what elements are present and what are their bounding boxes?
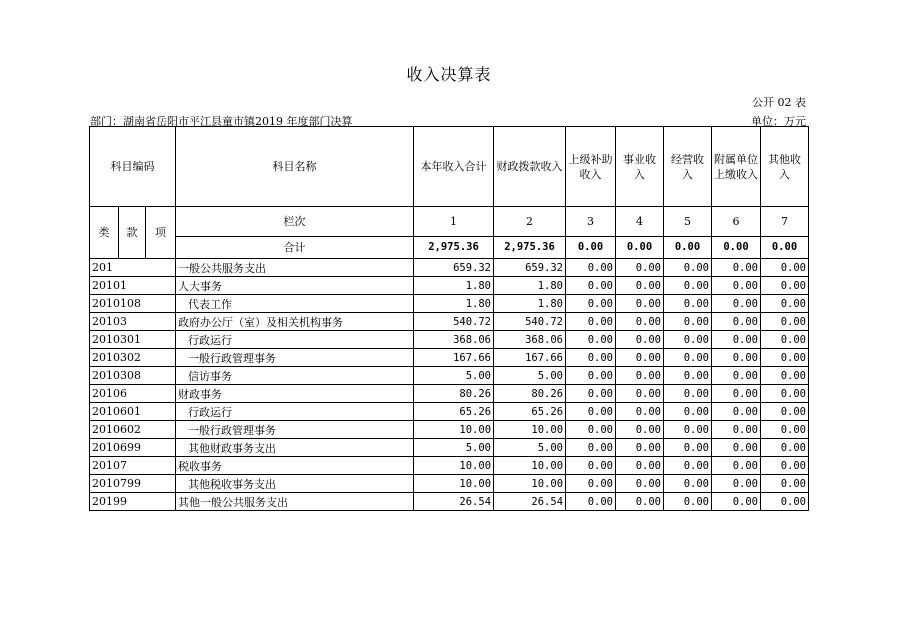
subject-name: 一般行政管理事务: [176, 349, 414, 367]
header-operating: 经营收入: [664, 127, 712, 207]
page-title: 收入决算表: [406, 65, 492, 84]
amount-cell: 65.26: [494, 403, 566, 421]
amount-cell: 5.00: [494, 439, 566, 457]
amount-cell: 0.00: [566, 295, 616, 313]
header-name: 科目名称: [176, 127, 414, 207]
col-num: 6: [712, 207, 761, 237]
amount-cell: 0.00: [566, 439, 616, 457]
amount-cell: 0.00: [761, 457, 809, 475]
amount-cell: 0.00: [712, 259, 761, 277]
col-num: 1: [414, 207, 494, 237]
amount-cell: 0.00: [566, 385, 616, 403]
amount-cell: 368.06: [494, 331, 566, 349]
amount-cell: 0.00: [616, 295, 664, 313]
subject-name: 代表工作: [176, 295, 414, 313]
department-label: 部门：湖南省岳阳市平江县童市镇2019 年度部门决算: [90, 115, 353, 128]
amount-cell: 540.72: [494, 313, 566, 331]
subject-name: 行政运行: [176, 403, 414, 421]
amount-cell: 0.00: [616, 331, 664, 349]
amount-cell: 0.00: [761, 331, 809, 349]
amount-cell: 0.00: [566, 259, 616, 277]
amount-cell: 1.80: [414, 295, 494, 313]
amount-cell: 0.00: [566, 367, 616, 385]
table-row: [90, 493, 809, 511]
amount-cell: 10.00: [494, 421, 566, 439]
amount-cell: 0.00: [616, 385, 664, 403]
amount-cell: 0.00: [566, 349, 616, 367]
col-num: 2: [494, 207, 566, 237]
amount-cell: 0.00: [616, 367, 664, 385]
amount-cell: 0.00: [664, 403, 712, 421]
subject-code: 20107: [90, 457, 176, 475]
amount-cell: 10.00: [414, 457, 494, 475]
amount-cell: 0.00: [761, 259, 809, 277]
header-superior: 上级补助收入: [566, 127, 616, 207]
amount-cell: 0.00: [761, 313, 809, 331]
amount-cell: 10.00: [494, 475, 566, 493]
amount-cell: 0.00: [712, 367, 761, 385]
amount-cell: 0.00: [616, 313, 664, 331]
amount-cell: 0.00: [664, 385, 712, 403]
total-value: 0.00: [616, 237, 664, 259]
amount-cell: 0.00: [616, 259, 664, 277]
amount-cell: 0.00: [712, 475, 761, 493]
total-value: 2,975.36: [414, 237, 494, 259]
amount-cell: 0.00: [664, 475, 712, 493]
subject-code: 2010301: [90, 331, 176, 349]
subject-name: 人大事务: [176, 277, 414, 295]
total-value: 0.00: [712, 237, 761, 259]
subject-name: 政府办公厅（室）及相关机构事务: [176, 313, 414, 331]
amount-cell: 0.00: [761, 349, 809, 367]
total-value: 0.00: [761, 237, 809, 259]
amount-cell: 0.00: [664, 493, 712, 511]
amount-cell: 0.00: [712, 457, 761, 475]
total-value: 0.00: [664, 237, 712, 259]
amount-cell: 1.80: [494, 295, 566, 313]
amount-cell: 0.00: [712, 439, 761, 457]
amount-cell: 0.00: [712, 277, 761, 295]
amount-cell: 0.00: [712, 313, 761, 331]
amount-cell: 0.00: [566, 421, 616, 439]
amount-cell: 0.00: [712, 403, 761, 421]
total-value: 2,975.36: [494, 237, 566, 259]
subject-code: 2010799: [90, 475, 176, 493]
amount-cell: 0.00: [712, 349, 761, 367]
amount-cell: 10.00: [494, 457, 566, 475]
unit-label: 单位：万元: [751, 115, 806, 128]
amount-cell: 0.00: [664, 457, 712, 475]
amount-cell: 0.00: [616, 403, 664, 421]
amount-cell: 1.80: [414, 277, 494, 295]
subject-name: 一般行政管理事务: [176, 421, 414, 439]
subject-name: 一般公共服务支出: [176, 259, 414, 277]
subject-code: 2010601: [90, 403, 176, 421]
header-code: 科目编码: [90, 127, 176, 207]
amount-cell: 5.00: [414, 439, 494, 457]
total-value: 0.00: [566, 237, 616, 259]
amount-cell: 26.54: [494, 493, 566, 511]
amount-cell: 0.00: [761, 403, 809, 421]
amount-cell: 167.66: [414, 349, 494, 367]
table-row: [90, 475, 809, 493]
header-total: 本年收入合计: [414, 127, 494, 207]
amount-cell: 0.00: [761, 295, 809, 313]
header-fiscal: 财政拨款收入: [494, 127, 566, 207]
amount-cell: 5.00: [494, 367, 566, 385]
subject-code: 20101: [90, 277, 176, 295]
column-row-label: 栏次: [176, 207, 414, 237]
total-label: 合计: [176, 237, 414, 259]
form-number: 公开 02 表: [752, 96, 806, 109]
amount-cell: 26.54: [414, 493, 494, 511]
amount-cell: 10.00: [414, 421, 494, 439]
amount-cell: 80.26: [414, 385, 494, 403]
amount-cell: 0.00: [664, 331, 712, 349]
amount-cell: 368.06: [414, 331, 494, 349]
amount-cell: 0.00: [761, 439, 809, 457]
table-row: [90, 457, 809, 475]
amount-cell: 0.00: [664, 277, 712, 295]
amount-cell: 0.00: [664, 439, 712, 457]
header-affiliated: 附属单位上缴收入: [712, 127, 761, 207]
subject-name: 其他税收事务支出: [176, 475, 414, 493]
table-row: [90, 259, 809, 277]
table-row: [90, 421, 809, 439]
amount-cell: 0.00: [616, 439, 664, 457]
subject-code: 2010302: [90, 349, 176, 367]
amount-cell: 0.00: [664, 349, 712, 367]
col-num: 7: [761, 207, 809, 237]
subject-code: 2010108: [90, 295, 176, 313]
amount-cell: 0.00: [566, 331, 616, 349]
table-row: [90, 349, 809, 367]
amount-cell: 659.32: [494, 259, 566, 277]
amount-cell: 80.26: [494, 385, 566, 403]
amount-cell: 0.00: [616, 349, 664, 367]
subject-name: 行政运行: [176, 331, 414, 349]
table-row: [90, 331, 809, 349]
amount-cell: 0.00: [566, 313, 616, 331]
amount-cell: 0.00: [761, 277, 809, 295]
amount-cell: 0.00: [761, 385, 809, 403]
subject-name: 其他财政事务支出: [176, 439, 414, 457]
amount-cell: 167.66: [494, 349, 566, 367]
table-row: [90, 367, 809, 385]
header-lei: 类: [90, 207, 119, 259]
amount-cell: 1.80: [494, 277, 566, 295]
income-table: [89, 126, 809, 511]
table-row: [90, 277, 809, 295]
amount-cell: 0.00: [566, 403, 616, 421]
amount-cell: 0.00: [664, 295, 712, 313]
subject-code: 2010602: [90, 421, 176, 439]
col-num: 3: [566, 207, 616, 237]
table-row: [90, 295, 809, 313]
table-row: [90, 403, 809, 421]
amount-cell: 0.00: [761, 421, 809, 439]
subject-name: 财政事务: [176, 385, 414, 403]
table-row: [90, 439, 809, 457]
amount-cell: 0.00: [761, 475, 809, 493]
amount-cell: 65.26: [414, 403, 494, 421]
amount-cell: 659.32: [414, 259, 494, 277]
amount-cell: 10.00: [414, 475, 494, 493]
header-business: 事业收入: [616, 127, 664, 207]
amount-cell: 0.00: [761, 493, 809, 511]
header-other: 其他收入: [761, 127, 809, 207]
amount-cell: 0.00: [712, 421, 761, 439]
amount-cell: 0.00: [566, 493, 616, 511]
amount-cell: 0.00: [616, 457, 664, 475]
subject-code: 201: [90, 259, 176, 277]
amount-cell: 0.00: [616, 421, 664, 439]
amount-cell: 0.00: [664, 313, 712, 331]
table-row: [90, 385, 809, 403]
subject-code: 2010308: [90, 367, 176, 385]
amount-cell: 0.00: [761, 367, 809, 385]
subject-code: 2010699: [90, 439, 176, 457]
header-xiang: 项: [146, 207, 176, 259]
amount-cell: 540.72: [414, 313, 494, 331]
amount-cell: 0.00: [616, 475, 664, 493]
amount-cell: 0.00: [566, 277, 616, 295]
subject-code: 20103: [90, 313, 176, 331]
subject-name: 其他一般公共服务支出: [176, 493, 414, 511]
table-row: [90, 313, 809, 331]
amount-cell: 0.00: [616, 277, 664, 295]
amount-cell: 0.00: [566, 475, 616, 493]
subject-name: 税收事务: [176, 457, 414, 475]
header-kuan: 款: [119, 207, 146, 259]
amount-cell: 0.00: [712, 331, 761, 349]
amount-cell: 0.00: [712, 385, 761, 403]
amount-cell: 0.00: [664, 421, 712, 439]
amount-cell: 0.00: [566, 457, 616, 475]
col-num: 4: [616, 207, 664, 237]
amount-cell: 0.00: [664, 259, 712, 277]
col-num: 5: [664, 207, 712, 237]
amount-cell: 0.00: [712, 493, 761, 511]
subject-code: 20199: [90, 493, 176, 511]
amount-cell: 0.00: [616, 493, 664, 511]
amount-cell: 0.00: [712, 295, 761, 313]
amount-cell: 5.00: [414, 367, 494, 385]
amount-cell: 0.00: [664, 367, 712, 385]
subject-name: 信访事务: [176, 367, 414, 385]
subject-code: 20106: [90, 385, 176, 403]
